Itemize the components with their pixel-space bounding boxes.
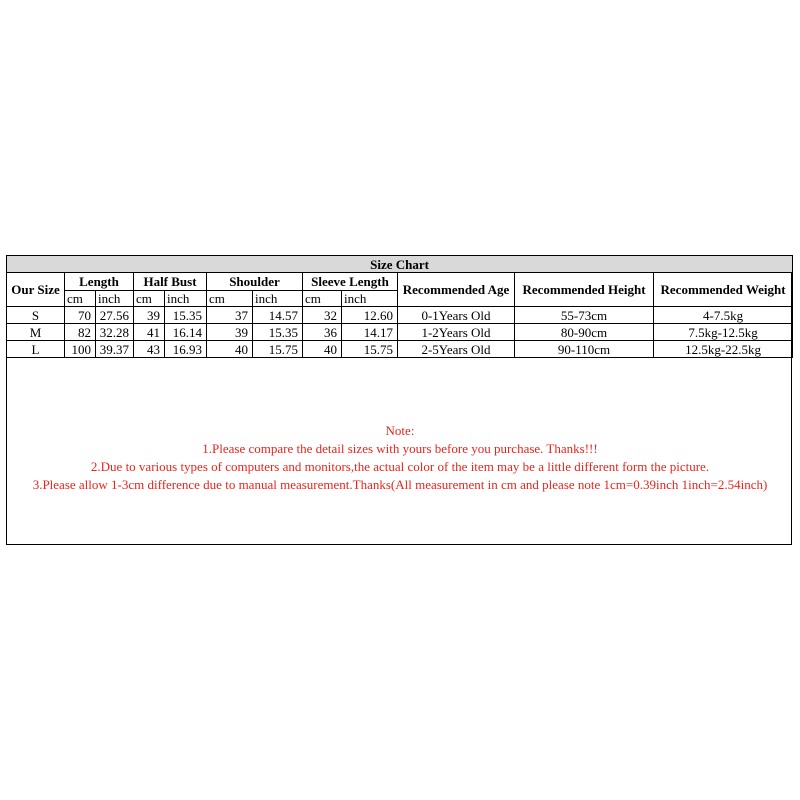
age-cell: 0-1Years Old [398,307,515,324]
bust-cm-cell: 43 [134,341,165,358]
table-title-row [7,256,793,273]
height-cell: 55-73cm [515,307,654,324]
size-chart-sheet [6,255,792,545]
bust-inch-cell: 16.93 [165,341,207,358]
note-line-1: 1.Please compare the detail sizes with yours before you purchase. Thanks!!! [202,441,598,456]
height-cell: 90-110cm [515,341,654,358]
length-cm-cell: 70 [65,307,96,324]
header-recommended-weight: Recommended Weight [654,273,793,307]
shoulder-inch-cell: 15.75 [253,341,303,358]
shoulder-inch-cell: 14.57 [253,307,303,324]
header-length: Length [65,273,134,291]
length-cm-cell: 100 [65,341,96,358]
length-inch-cell: 27.56 [96,307,134,324]
shoulder-cm-cell: 40 [207,341,253,358]
unit-cell: inch [342,291,398,307]
unit-cell: inch [253,291,303,307]
sleeve-inch-cell: 12.60 [342,307,398,324]
weight-cell: 12.5kg-22.5kg [654,341,793,358]
header-sleeve-length: Sleeve Length [303,273,398,291]
header-our-size: Our Size [7,273,65,307]
table-title: Size Chart [7,256,793,273]
unit-cell: inch [165,291,207,307]
sleeve-cm-cell: 40 [303,341,342,358]
sleeve-cm-cell: 36 [303,324,342,341]
table-row [7,307,793,324]
header-recommended-age: Recommended Age [398,273,515,307]
age-cell: 2-5Years Old [398,341,515,358]
note-heading: Note: [385,423,415,438]
bust-inch-cell: 16.14 [165,324,207,341]
sleeve-inch-cell: 15.75 [342,341,398,358]
table-row [7,324,793,341]
unit-cell: cm [303,291,342,307]
weight-cell: 7.5kg-12.5kg [654,324,793,341]
sleeve-inch-cell: 14.17 [342,324,398,341]
shoulder-cm-cell: 37 [207,307,253,324]
size-cell: S [7,307,65,324]
table-row [7,341,793,358]
note-line-3: 3.Please allow 1-3cm difference due to manual measurement.Thanks(All measurement in cm and please note 1cm=0.39inch 1inch=2.54inch) [32,477,768,492]
weight-cell: 4-7.5kg [654,307,793,324]
age-cell: 1-2Years Old [398,324,515,341]
unit-cell: cm [65,291,96,307]
shoulder-inch-cell: 15.35 [253,324,303,341]
length-inch-cell: 39.37 [96,341,134,358]
unit-cell: cm [134,291,165,307]
shoulder-cm-cell: 39 [207,324,253,341]
header-half-bust: Half Bust [134,273,207,291]
size-chart-table [6,255,793,358]
size-cell: L [7,341,65,358]
bust-inch-cell: 15.35 [165,307,207,324]
bust-cm-cell: 41 [134,324,165,341]
header-recommended-height: Recommended Height [515,273,654,307]
length-inch-cell: 32.28 [96,324,134,341]
length-cm-cell: 82 [65,324,96,341]
table-header-row [7,273,793,291]
unit-cell: cm [207,291,253,307]
height-cell: 80-90cm [515,324,654,341]
note-block [7,422,793,494]
note-line-2: 2.Due to various types of computers and monitors,the actual color of the item may be a little different form the picture. [90,459,710,474]
bust-cm-cell: 39 [134,307,165,324]
unit-cell: inch [96,291,134,307]
size-cell: M [7,324,65,341]
header-shoulder: Shoulder [207,273,303,291]
sleeve-cm-cell: 32 [303,307,342,324]
